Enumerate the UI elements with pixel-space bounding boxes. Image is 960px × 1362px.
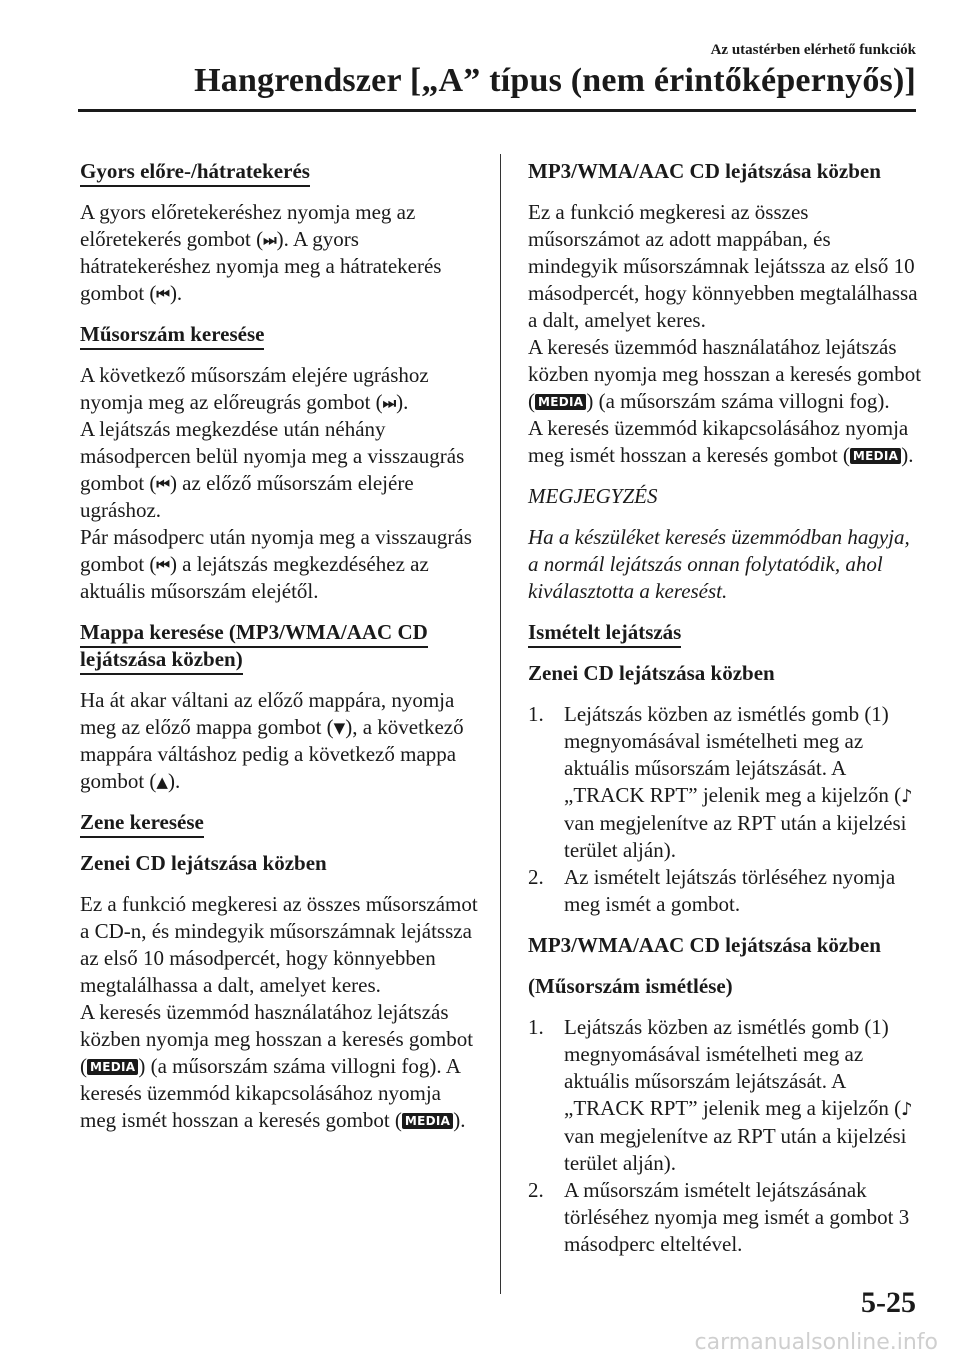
list-item: 2. Az ismételt lejátszás törléséhez nyomja meg ismét a gombot. <box>528 865 896 916</box>
folder-search-heading: Mappa keresése (MP3/WMA/AAC CD lejátszása közben) <box>80 619 480 673</box>
repeat-cd-steps <box>528 701 923 918</box>
repeat-mp3-subheading-2: (Műsorszám ismétlése) <box>528 974 733 998</box>
list-item: 1. Lejátszás közben az ismétlés gomb (1) megnyomásával ismételheti meg az aktuális műsorszám lejátszását. A „TRACK RPT” jelenik meg a kijelzőn (♪ van megjelenítve az RPT után a kijelzési terület alján). <box>528 1015 913 1175</box>
folder-search-text: Ha át akar váltani az előző mappára, nyomja meg az előző mappa gombot (▼), a következő mappára váltáshoz pedig a következő mappa gombot (▲). <box>80 688 464 793</box>
music-scan-p1: Ez a funkció megkeresi az összes műsorszámot a CD-n, és mindegyik műsorszámnak lejátssza az első 10 másodpercét, hogy könnyebben megtalálhassa a dalt, amelyet keres. <box>80 892 478 997</box>
repeat-mp3-steps <box>528 1014 923 1258</box>
down-arrow-icon: ▼ <box>333 719 346 737</box>
page-title: Hangrendszer [„A” típus (nem érintőképernyős)] <box>194 62 916 99</box>
header-divider <box>78 109 916 112</box>
track-search-p2: A lejátszás megkezdése után néhány másodpercen belül nyomja meg a visszaugrás gombot (⏮) az előző műsorszám elejére ugráshoz. <box>80 417 465 522</box>
media-icon: MEDIA <box>850 448 901 464</box>
repeat-mp3-subheading: MP3/WMA/AAC CD lejátszása közben <box>528 933 881 957</box>
track-search-heading: Műsorszám keresése <box>80 321 480 348</box>
music-scan-p2: A keresés üzemmód használatához lejátszás közben nyomja meg hosszan a keresés gombot ( MEDIA ) (a műsorszám száma villogni fog). A keresés üzemmód kikapcsolásához nyomja meg ismét hosszan a keresés gombot ( MEDIA ). <box>80 1000 474 1132</box>
section-title: Az utastérben elérhető funkciók <box>710 42 916 58</box>
column-divider <box>500 154 501 1294</box>
mp3-scan-subheading: MP3/WMA/AAC CD lejátszása közben <box>528 159 881 183</box>
track-search-p1: A következő műsorszám elejére ugráshoz nyomja meg az előreugrás gombot (⏭). <box>80 363 429 414</box>
list-item: 1. Lejátszás közben az ismétlés gomb (1) megnyomásával ismételheti meg az aktuális műsorszám lejátszását. A „TRACK RPT” jelenik meg a kijelzőn (♪ van megjelenítve az RPT után a kijelzési terület alján). <box>528 702 913 862</box>
rewind-icon: ⏮ <box>156 475 170 493</box>
page-number: 5-25 <box>861 1286 916 1319</box>
mp3-scan-p1: Ez a funkció megkeresi az összes műsorszámot az adott mappában, és mindegyik műsorszámnak lejátssza az első 10 másodpercét, hogy könnyebben megtalálhassa a dalt, amelyet keres. <box>528 200 918 332</box>
repeat-cd-subheading: Zenei CD lejátszása közben <box>528 661 775 685</box>
mp3-scan-p3: A keresés üzemmód kikapcsolásához nyomja meg ismét hosszan a keresés gombot ( MEDIA ). <box>528 416 914 467</box>
fast-forward-icon: ⏭ <box>263 231 277 249</box>
music-cd-subheading: Zenei CD lejátszása közben <box>80 851 327 875</box>
media-icon: MEDIA <box>87 1059 138 1075</box>
left-column <box>80 158 480 1148</box>
music-note-icon: ♪ <box>901 786 913 807</box>
list-item: 2. A műsorszám ismételt lejátszásának törléséhez nyomja meg ismét a gombot 3 másodperc elteltével. <box>528 1178 910 1256</box>
media-icon: MEDIA <box>402 1113 453 1129</box>
up-arrow-icon: ▲ <box>156 773 168 791</box>
fast-forward-text: A gyors előretekeréshez nyomja meg az előretekerés gombot (⏭). A gyors hátratekeréshez nyomja meg a hátratekerés gombot (⏮). <box>80 200 442 305</box>
fast-forward-heading: Gyors előre-/hátratekerés <box>80 158 480 185</box>
track-search-p3: Pár másodperc után nyomja meg a visszaugrás gombot (⏮) a lejátszás megkezdéséhez az aktuális műsorszám elejétől. <box>80 525 472 603</box>
media-icon: MEDIA <box>535 394 586 410</box>
watermark: carmanualsonline.info <box>694 1330 938 1355</box>
mp3-scan-p2: A keresés üzemmód használatához lejátszás közben nyomja meg hosszan a keresés gombot ( MEDIA ) (a műsorszám száma villogni fog). <box>528 335 922 413</box>
music-note-icon: ♪ <box>901 1099 913 1120</box>
repeat-heading: Ismételt lejátszás <box>528 619 923 646</box>
music-scan-heading: Zene keresése <box>80 809 480 836</box>
rewind-icon: ⏮ <box>156 556 170 574</box>
note-heading: MEGJEGYZÉS <box>528 484 658 508</box>
right-column <box>528 158 923 1272</box>
note-body: Ha a készüléket keresés üzemmódban hagyja, a normál lejátszás onnan folytatódik, ahol kiválasztotta a keresést. <box>528 525 910 603</box>
fast-forward-icon: ⏭ <box>382 394 397 412</box>
rewind-icon: ⏮ <box>156 285 170 303</box>
